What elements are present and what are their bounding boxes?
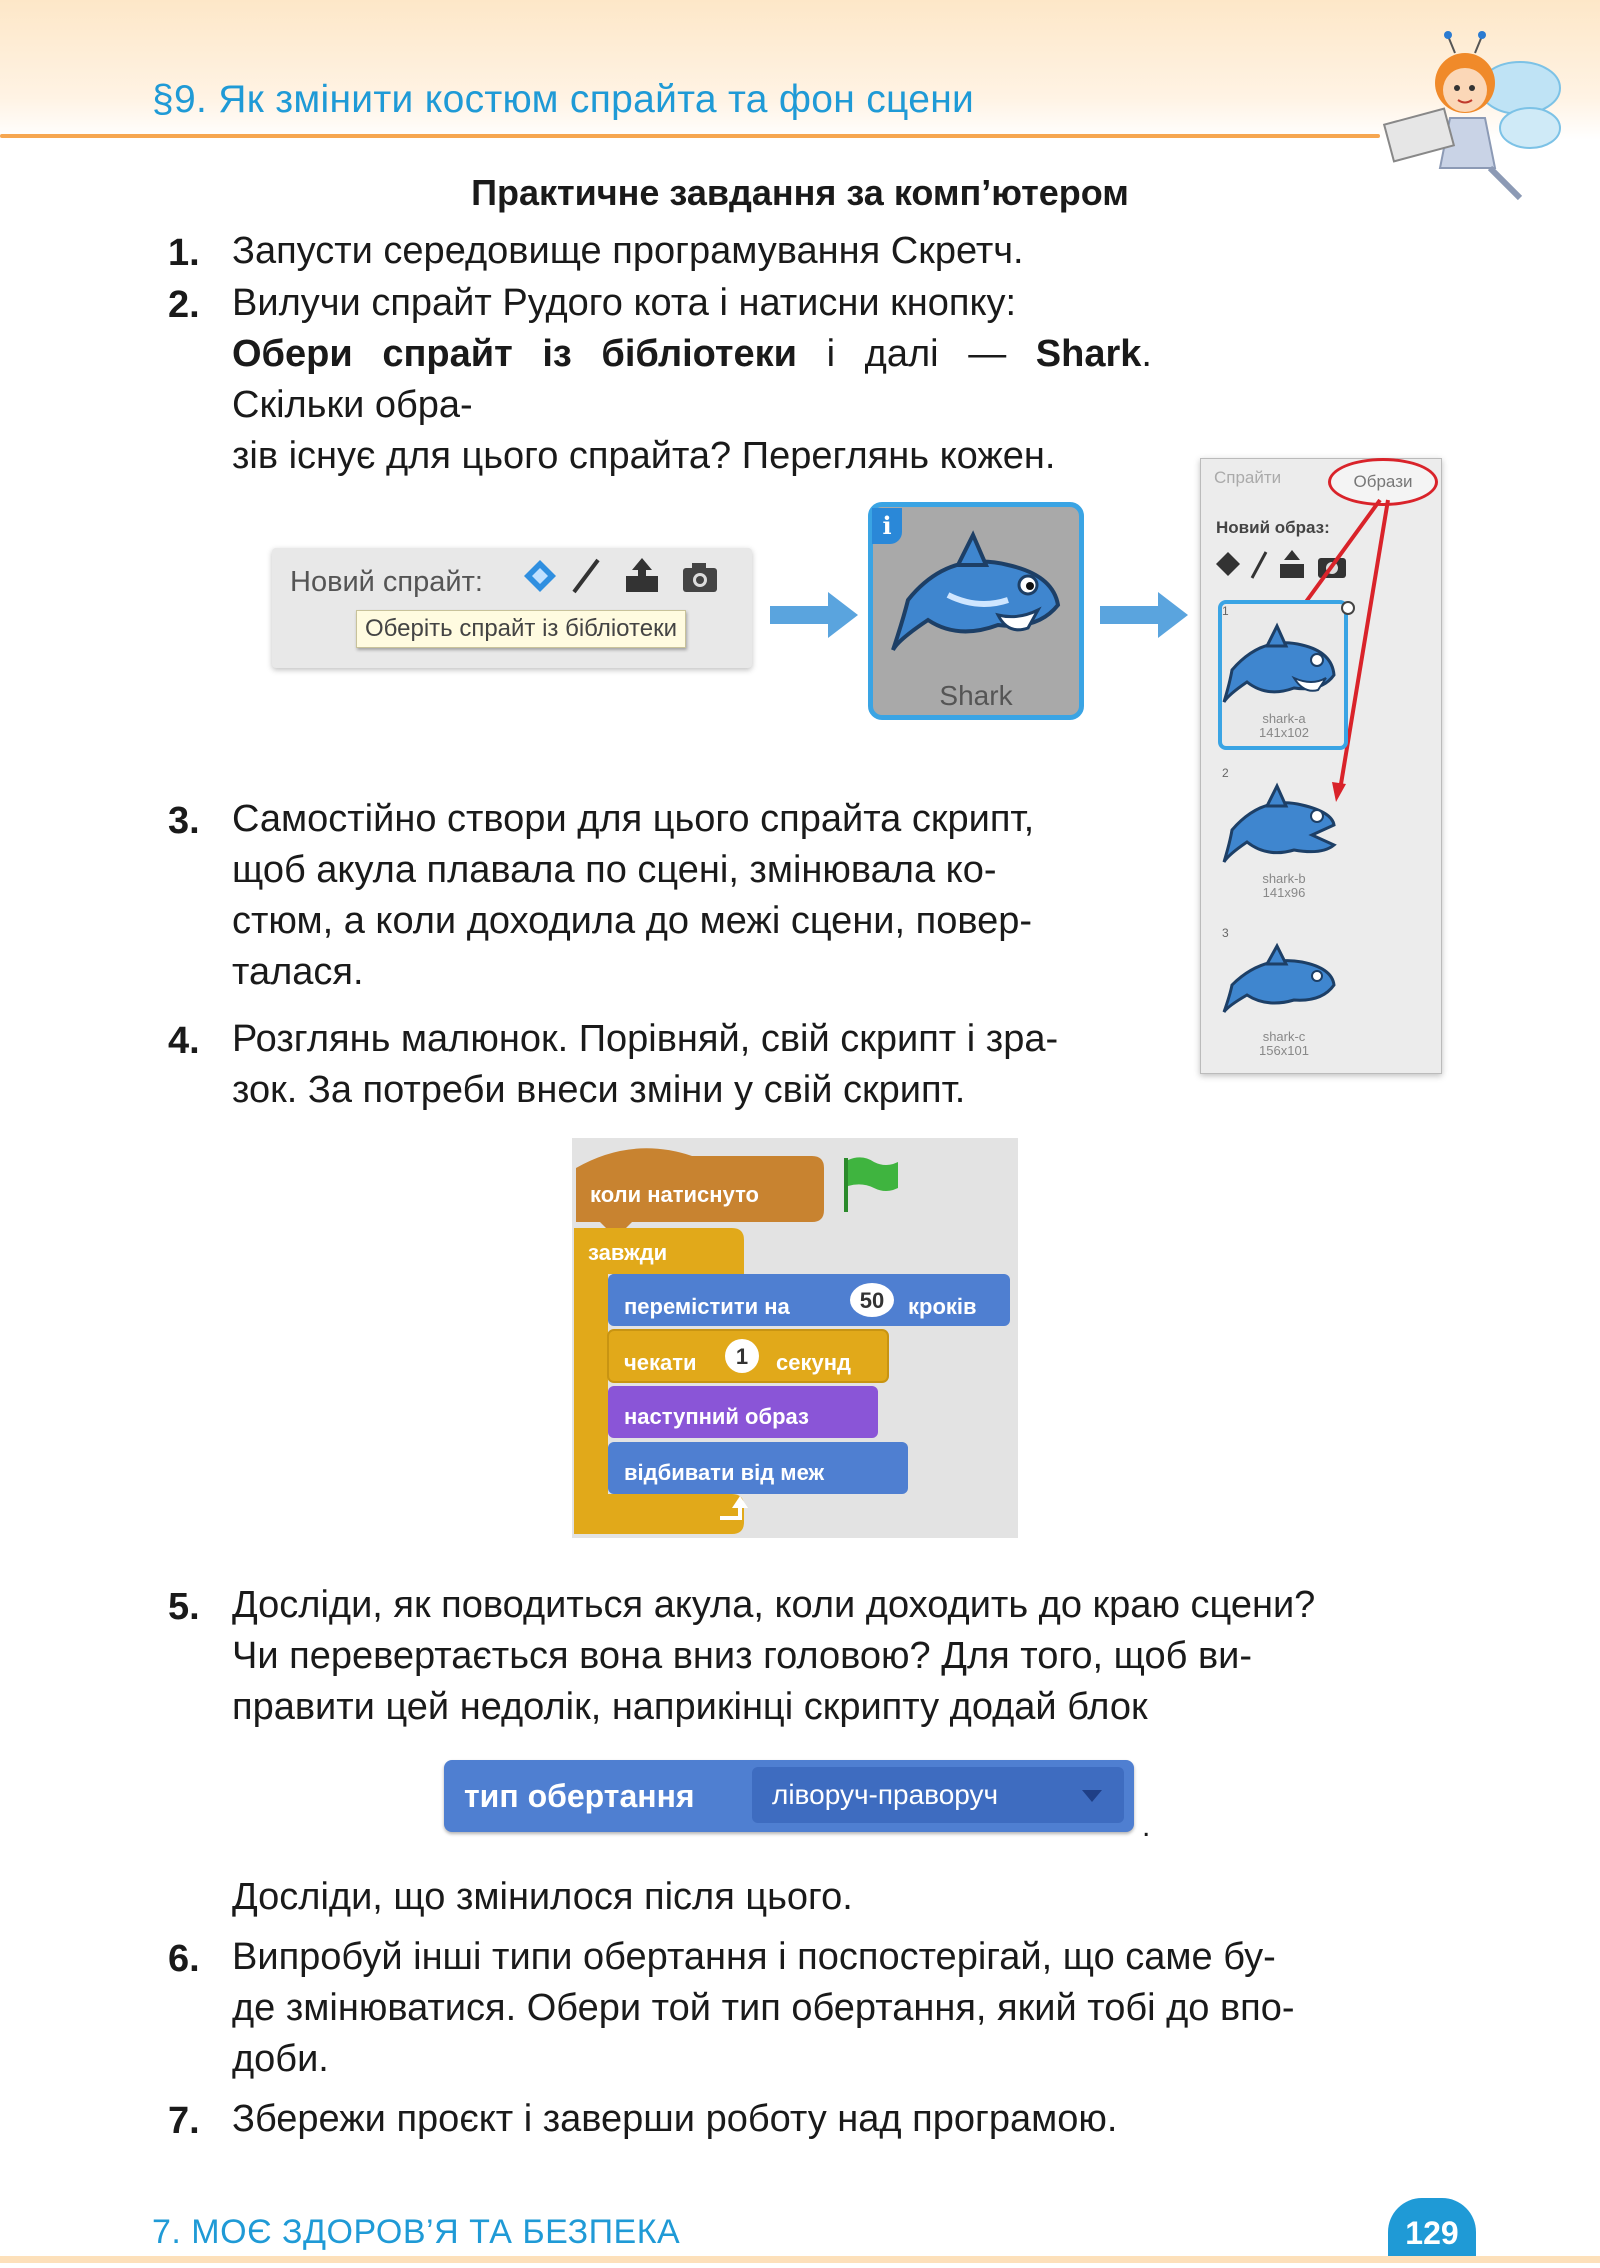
step-number: 7. [168, 2100, 200, 2142]
costume-number: 1 [1222, 604, 1229, 618]
step-number: 5. [168, 1586, 200, 1628]
step-text [232, 278, 1152, 482]
costume-library-icon [1216, 552, 1240, 576]
costume-name: shark-a [1262, 711, 1306, 726]
library-tooltip: Оберіть спрайт із бібліотеки [356, 610, 686, 648]
step-number: 1. [168, 232, 200, 274]
block-move-label: перемістити на [624, 1294, 790, 1319]
paint-brush-icon[interactable] [566, 556, 606, 596]
sprite-library-icon[interactable] [520, 556, 560, 596]
tab-scripts[interactable]: Спрайти [1214, 468, 1282, 487]
block-wait-unit: секунд [776, 1350, 851, 1375]
costume-number: 2 [1222, 766, 1229, 780]
step-text [232, 1014, 1152, 1116]
green-flag-icon [846, 1157, 898, 1212]
step-line: Розглянь малюнок. Порівняй, свій скрипт і зра- [232, 1018, 1059, 1060]
block-when-flag: коли натиснуто [590, 1182, 759, 1207]
step-line: Чи перевертається вона вниз головою? Для того, щоб ви- [232, 1635, 1253, 1677]
block-wait-seconds[interactable]: 1 [735, 1344, 749, 1369]
rotation-style-value: ліворуч-праворуч [772, 1779, 999, 1810]
block-forever: завжди [588, 1240, 668, 1265]
step-line: талася. [232, 951, 364, 993]
step-number: 3. [168, 800, 200, 842]
step-line: Самостійно створи для цього спрайта скрипт, [232, 798, 1035, 840]
costume-name: shark-b [1262, 871, 1306, 886]
task-title: Практичне завдання за комп’ютером [471, 172, 1129, 213]
page-number: 129 [1388, 2198, 1476, 2262]
step-fragment: . Скільки обра- [232, 333, 1152, 426]
costume-name: shark-c [1262, 1029, 1306, 1044]
step-line [232, 329, 1152, 431]
block-wait-label: чекати [624, 1350, 697, 1375]
costume-thumbnail [1222, 940, 1342, 1020]
footer-section-title: 7. МОЄ ЗДОРОВ’Я ТА БЕЗПЕКА [152, 2213, 681, 2251]
chevron-down-icon[interactable] [1082, 1790, 1102, 1802]
bold-term: Обери спрайт із бібліотеки [232, 333, 798, 375]
info-icon[interactable]: i [872, 508, 902, 544]
block-move-steps[interactable]: 50 [859, 1288, 885, 1313]
chapter-title: §9. Як змінити костюм спрайта та фон сцени [152, 78, 975, 121]
step-line: стюм, а коли доходила до межі сцени, повер- [232, 900, 1033, 942]
camera-icon[interactable] [680, 556, 720, 596]
new-costume-label: Новий образ: [1216, 518, 1330, 537]
step-text: Запусти середовище програмування Скретч. [232, 230, 1024, 272]
delete-costume-icon[interactable] [1340, 600, 1356, 616]
step-fragment: і далі — [797, 333, 1036, 375]
header-rule [0, 134, 1380, 138]
step-number: 6. [168, 1938, 200, 1980]
step-text [232, 1932, 1442, 2085]
costume-size: 141x96 [1262, 885, 1306, 900]
shark-image [888, 520, 1068, 670]
block-next-costume: наступний образ [624, 1404, 809, 1429]
paint-brush-icon [1252, 552, 1266, 578]
step-line: Досліди, як поводиться акула, коли доходить до краю сцени? [232, 1584, 1316, 1626]
arrow-right-icon [1100, 590, 1190, 640]
step-text [232, 794, 1152, 998]
costume-size: 156x101 [1259, 1043, 1309, 1058]
bold-term: Shark [1035, 333, 1142, 375]
costume-size: 141x102 [1259, 725, 1309, 740]
step-line: Випробуй інші типи обертання і поспостерігай, що саме бу- [232, 1936, 1276, 1978]
footer-bar [0, 2256, 1600, 2263]
step-number: 4. [168, 1020, 200, 1062]
step-line: зів існує для цього спрайта? Переглянь кожен. [232, 435, 1056, 477]
new-sprite-label: Новий спрайт: [290, 566, 483, 598]
costume-number: 3 [1222, 926, 1229, 940]
step-text: Збережи проєкт і заверши роботу над програмою. [232, 2098, 1118, 2140]
step-text: Досліди, що змінилося після цього. [232, 1876, 853, 1918]
step-line: доби. [232, 2038, 329, 2080]
costume-thumbnail [1222, 620, 1342, 710]
step-text [232, 1580, 1442, 1733]
arrow-right-icon [770, 590, 860, 640]
step-line: правити цей недолік, наприкінці скрипту додай блок [232, 1686, 1148, 1728]
step-line: щоб акула плавала по сцені, змінювала ко- [232, 849, 997, 891]
step-line: де змінюватися. Обери той тип обертання, який тобі до впо- [232, 1987, 1295, 2029]
step-line: Вилучи спрайт Рудого кота і натисни кнопку: [232, 282, 1017, 324]
rotation-style-label: тип обертання [464, 1778, 695, 1814]
tab-costumes[interactable]: Образи [1328, 458, 1438, 506]
step-line: зок. За потреби внеси зміни у свій скрипт. [232, 1069, 966, 1111]
upload-icon[interactable] [622, 556, 662, 596]
step-number: 2. [168, 284, 200, 326]
sentence-period: . [1142, 1810, 1151, 1843]
costume-thumbnail [1222, 780, 1342, 870]
shark-card-label: Shark [939, 680, 1013, 711]
block-move-unit: кроків [908, 1294, 977, 1319]
block-bounce: відбивати від меж [624, 1460, 825, 1485]
